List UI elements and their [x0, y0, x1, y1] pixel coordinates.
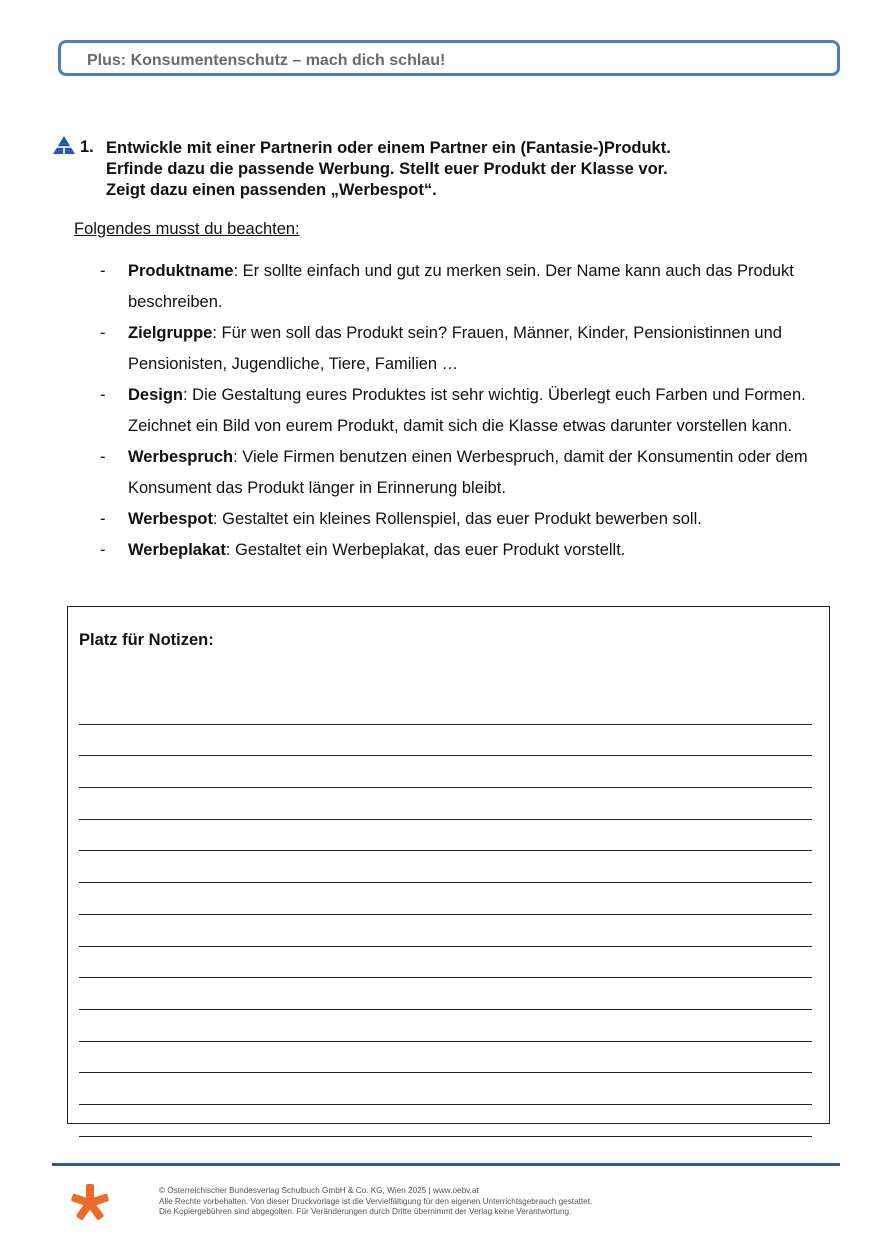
note-line[interactable]: [79, 693, 812, 725]
notes-lines: [79, 693, 812, 1137]
item-text: : Gestaltet ein kleines Rollenspiel, das euer Produkt bewerben soll.: [212, 510, 702, 528]
item-text: : Die Gestaltung eures Produktes ist sehr wichtig. Überlegt euch Farben und Formen. Zeichnet ein Bild von eurem Produkt, damit sich die Klasse etwas darunter vorstellen kann.: [128, 386, 806, 435]
note-line[interactable]: [79, 756, 812, 788]
item-term: Design: [128, 386, 184, 404]
task-line: Entwickle mit einer Partnerin oder einem Partner ein (Fantasie-)Produkt.: [106, 139, 671, 157]
note-line[interactable]: [79, 883, 812, 915]
task-description: [106, 138, 806, 201]
bullet-dash: -: [100, 448, 106, 466]
note-line[interactable]: [79, 851, 812, 883]
task-line: Zeigt dazu einen passenden „Werbespot“.: [106, 181, 437, 199]
bullet-dash: -: [100, 324, 106, 342]
item-text: : Er sollte einfach und gut zu merken sein. Der Name kann auch das Produkt beschreiben.: [128, 262, 794, 311]
list-item: [0, 442, 890, 504]
bullet-dash: -: [100, 262, 106, 280]
item-text: : Viele Firmen benutzen einen Werbespruch, damit der Konsumentin oder dem Konsument das Produkt länger in Erinnerung bleibt.: [128, 448, 808, 497]
triangle-pyramid-icon: [53, 136, 75, 154]
item-term: Werbespot: [128, 510, 213, 528]
footer-divider: [52, 1163, 840, 1166]
note-line[interactable]: [79, 947, 812, 979]
list-item: [0, 256, 890, 318]
item-term: Produktname: [128, 262, 234, 280]
list-item: [0, 535, 890, 566]
note-line[interactable]: [79, 1073, 812, 1105]
footer-line: © Österreichischer Bundesverlag Schulbuch GmbH & Co. KG, Wien 2025 | www.oebv.at: [159, 1186, 479, 1195]
instruction-list: [0, 256, 890, 566]
instructions-heading: Folgendes musst du beachten:: [74, 220, 300, 238]
item-text: : Für wen soll das Produkt sein? Frauen, Männer, Kinder, Pensionistinnen und Pensionisten, Jugendliche, Tiere, Familien …: [128, 324, 782, 373]
footer-line: Die Kopiergebühren sind abgegolten. Für Veränderungen durch Dritte übernimmt der Verlag keine Verantwortung.: [159, 1207, 572, 1216]
note-line[interactable]: [79, 1010, 812, 1042]
note-line[interactable]: [79, 1105, 812, 1137]
note-line[interactable]: [79, 820, 812, 852]
item-term: Werbeplakat: [128, 541, 226, 559]
list-item: [0, 504, 890, 535]
footer-line: Alle Rechte vorbehalten. Von dieser Druckvorlage ist die Vervielfältigung für den eigenen Unterrichtsgebrauch gestattet.: [159, 1196, 593, 1206]
item-term: Werbespruch: [128, 448, 234, 466]
list-item: [0, 380, 890, 442]
task-line: Erfinde dazu die passende Werbung. Stellt euer Produkt der Klasse vor.: [106, 160, 668, 178]
bullet-dash: -: [100, 510, 106, 528]
note-line[interactable]: [79, 915, 812, 947]
note-line[interactable]: [79, 978, 812, 1010]
list-item: [0, 318, 890, 380]
bullet-dash: -: [100, 541, 106, 559]
note-line[interactable]: [79, 1042, 812, 1074]
note-line[interactable]: [79, 725, 812, 757]
notes-box: [67, 606, 830, 1124]
footer-copyright: [159, 1186, 592, 1218]
page-title: Plus: Konsumentenschutz – mach dich schlau!: [87, 52, 446, 69]
task-number: 1.: [80, 138, 94, 156]
bullet-dash: -: [100, 386, 106, 404]
item-term: Zielgruppe: [128, 324, 213, 342]
header-box: [58, 40, 840, 76]
asterisk-publisher-logo: [70, 1183, 110, 1223]
item-text: : Gestaltet ein Werbeplakat, das euer Produkt vorstellt.: [225, 541, 626, 559]
notes-title: Platz für Notizen:: [79, 631, 214, 649]
note-line[interactable]: [79, 788, 812, 820]
